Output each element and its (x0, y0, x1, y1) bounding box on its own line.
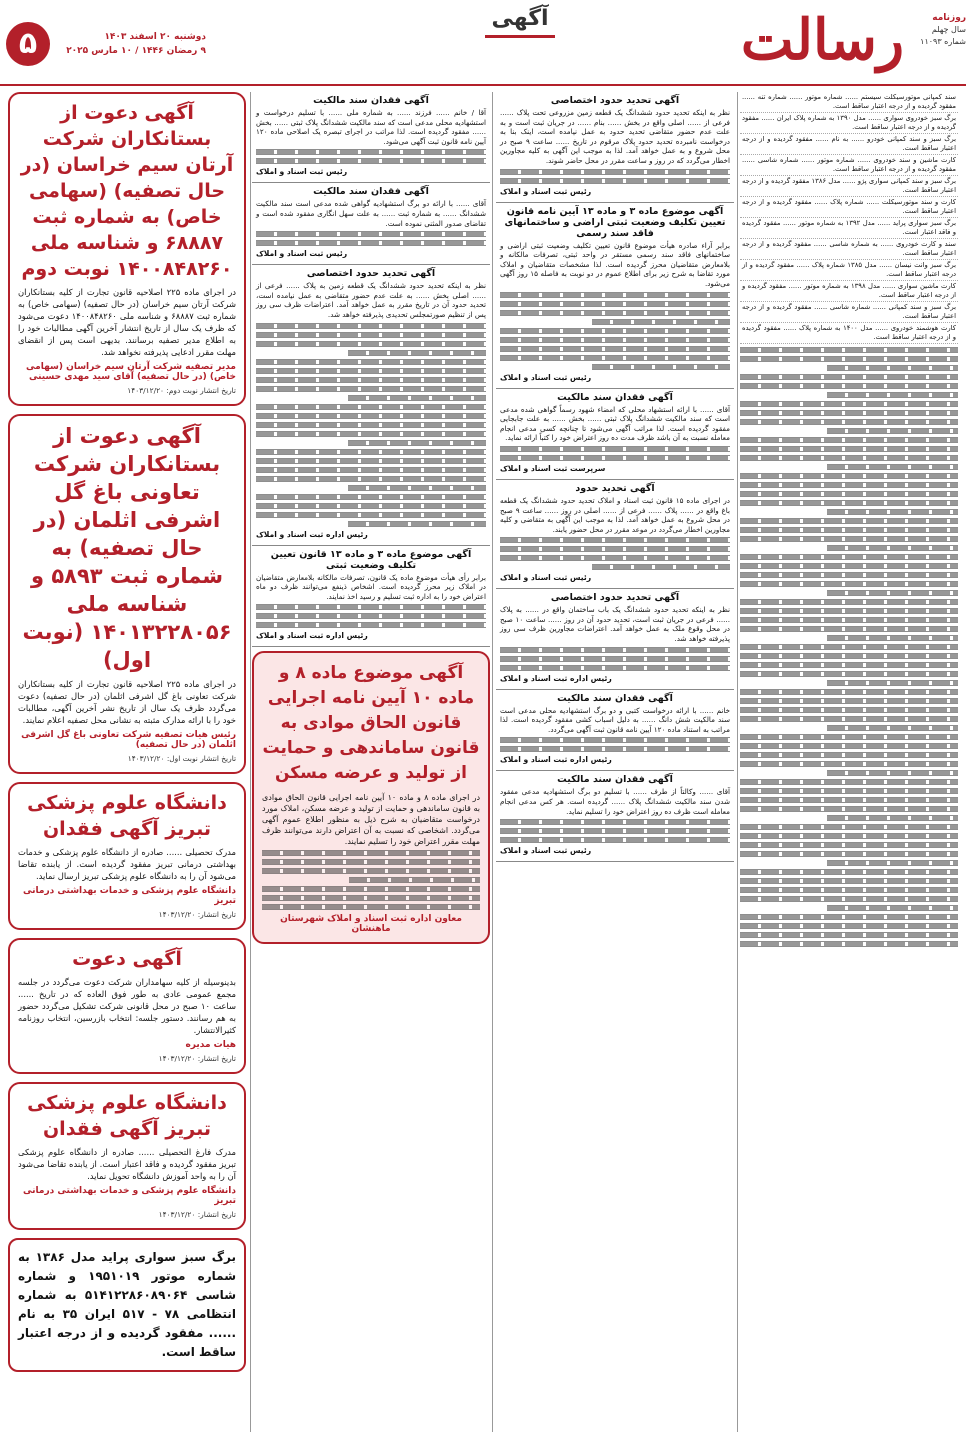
text-filler (256, 404, 486, 410)
text-filler (740, 716, 958, 722)
column-boxed-ads (8, 92, 246, 1432)
newspaper-logo: رسالت (740, 7, 904, 73)
feature-signature: معاون اداره ثبت اسناد و املاک شهرستان ماهنشان (280, 914, 462, 935)
text-filler (827, 509, 958, 515)
notice-text: آقای ...... با ارائه دو برگ استشهادیه گواهی شده مدعی است سند مالکیت ششدانگ ...... به شماره ثبت ...... به علت سهل انگاری مفقود شده است و تقاضای صدور المثنی نموده است. (256, 199, 486, 228)
vehicle-ad: سند کمپانی موتورسیکلت سیستم ...... شماره موتور ...... شماره تنه ...... مفقود گردیده و از درجه اعتبار ساقط است. (740, 92, 958, 113)
notice-signature: رئیس ثبت اسناد و املاک (256, 249, 348, 259)
box-title: آگهی دعوت از بستانکاران شرکت آرتان سیم خراسان (در حال تصفیه) (سهامی خاص) به شماره ثبت ۶۸۸۸۷ و شناسه ملی ۱۴۰۰۸۴۸۲۶۰ نوبت دوم (20, 102, 234, 280)
page-header (0, 0, 966, 86)
text-filler (500, 819, 730, 825)
box-signature: رئیس هیات تصفیه شرکت تعاونی باغ گل اشرفی اثلمان (در حال تصفیه) (21, 730, 236, 750)
notice-text: نظر به اینکه تحدید حدود ششدانگ یک قطعه زمین مزروعی تحت پلاک ...... فرعی از ...... اصلی واقع در بخش ...... بنام ...... در جریان ثبت است و به علت عدم حضور متقاضی تحدید حدود به عمل نیامده است، اینک بنا به درخواست نامبرده تحدید حدود پلاک مرقوم در تاریخ ...... ساعت ۹ صبح در محل شروع و به عمل خواهد آمد. لذا به موجب این آگهی به کلیه مجاورین اخطار می‌گردد که در روز و ساعت مقرر در محل حاضر شوند. (500, 108, 731, 165)
text-filler (256, 449, 486, 455)
text-filler (827, 545, 958, 551)
text-filler (256, 503, 486, 509)
text-filler (500, 665, 730, 671)
text-filler (740, 563, 958, 569)
text-filler (256, 622, 486, 628)
text-filler (500, 837, 730, 843)
text-filler (740, 356, 958, 362)
notice-title: آگهی فقدان سند مالکیت (313, 186, 429, 198)
text-filler (827, 860, 958, 866)
text-filler (256, 413, 486, 419)
notice (496, 203, 734, 389)
text-filler (592, 319, 730, 325)
text-filler (740, 554, 958, 560)
notice-title: آگهی فقدان سند مالکیت (557, 391, 673, 403)
text-filler (500, 455, 730, 461)
text-filler (256, 467, 486, 473)
vehicle-ad: کارت هوشمند خودروی ...... مدل ۱۴۰۰ به شماره پلاک ...... مفقود گردیده و از درجه اعتبار ساقط است. (740, 323, 958, 344)
masthead (681, 2, 966, 82)
text-filler (500, 169, 730, 175)
vehicle-ad: کارت ماشین سواری ...... مدل ۱۳۹۸ به شماره موتور ...... مفقود گردیده و از درجه اعتبار ساقط است. (740, 281, 958, 302)
box-title: دانشگاه علوم پزشکی تبریز آگهی فقدان (27, 1092, 227, 1140)
text-filler (348, 395, 486, 401)
section-title-underline (485, 35, 555, 38)
text-filler (740, 617, 958, 623)
text-filler (740, 842, 958, 848)
text-filler (500, 337, 730, 343)
date-line-2: ۹ رمضان ۱۴۴۶ / ۱۰ مارس ۲۰۲۵ (66, 46, 206, 56)
vehicle-ad: برگ سبز سواری پراید ...... مدل ۱۳۹۲ به شماره موتور ...... مفقود گردیده و فاقد اعتبار است. (740, 218, 958, 239)
box-body: مدرک فارغ التحصیلی ...... صادره از دانشگاه علوم پزشکی تبریز مفقود گردیده و فاقد اعتبار است. از یابنده تقاضا می‌شود آن را به واحد آموزش دانشگاه تحویل نماید. (18, 1147, 236, 1181)
text-filler (740, 698, 958, 704)
text-filler (827, 815, 958, 821)
ad-box (8, 1082, 246, 1230)
text-filler (256, 386, 486, 392)
box-signature: دانشگاه علوم پزشکی و خدمات بهداشتی درمانی تبریز (23, 1186, 236, 1206)
notice (252, 265, 490, 545)
text-filler (827, 590, 958, 596)
notice-title: آگهی فقدان سند مالکیت (557, 692, 673, 704)
notice-title: آگهی فقدان سند مالکیت (313, 95, 429, 106)
text-filler (740, 824, 958, 830)
vehicle-ad: کارت و سند موتورسیکلت ...... شماره پلاک ...... مفقود گردیده و از درجه اعتبار ساقط است. (740, 197, 958, 218)
notice-text: نظر به اینکه تحدید حدود ششدانگ یک قطعه زمین به پلاک ...... فرعی از ...... اصلی بخش ...... به علت عدم حضور متقاضی به عمل نیامده است، تحدید حدود آن در تاریخ مقرر به عمل خواهد آمد. اعتراضات ظرف سی روز پس از تنظیم صورتمجلس تحدیدی پذیرفته خواهد شد. (256, 281, 486, 319)
notice (252, 92, 490, 183)
date-line-1: دوشنبه ۲۰ اسفند ۱۴۰۳ (104, 32, 206, 42)
box-signature: دانشگاه علوم پزشکی و خدمات بهداشتی درمانی تبریز (23, 886, 236, 906)
text-filler (500, 828, 730, 834)
text-filler (740, 572, 958, 578)
text-filler (500, 178, 730, 184)
vehicle-ad: برگ سبز خودروی سواری ...... مدل ۱۳۹۰ به شماره پلاک ایران ...... مفقود گردیده و از درجه اعتبار ساقط است. (740, 113, 958, 134)
text-filler (500, 446, 730, 452)
text-filler (256, 476, 486, 482)
vehicle-ad: کارت ماشین و سند خودروی ...... شماره موتور ...... شماره شاسی ...... مفقود گردیده و از درجه اعتبار ساقط است. (740, 155, 958, 176)
text-filler (256, 149, 486, 155)
text-filler (740, 536, 958, 542)
text-filler (348, 440, 486, 446)
box-body: در اجرای ماده ۲۲۵ اصلاحیه قانون تجارت از کلیه بستانکاران شرکت تعاونی باغ گل اشرفی اثلمان (در حال تصفیه) دعوت می‌گردد ظرف یک سال از تاریخ نشر آخرین آگهی، مطالبات خود را با ارائه مدارک مثبته به نشانی محل تصفیه اعلام نمایند. (18, 679, 236, 725)
text-filler (740, 608, 958, 614)
text-filler (740, 491, 958, 497)
box-dates: تاریخ انتشار: ۱۴۰۳/۱۲/۲۰ (158, 910, 236, 919)
text-filler (740, 869, 958, 875)
text-filler (827, 680, 958, 686)
text-filler (500, 737, 730, 743)
text-filler (256, 458, 486, 464)
text-filler (740, 662, 958, 668)
text-filler (256, 377, 486, 383)
text-filler (740, 500, 958, 506)
notice (496, 389, 734, 480)
column-rule (492, 92, 493, 1432)
text-filler (500, 537, 730, 543)
text-filler (500, 656, 730, 662)
text-filler (256, 323, 486, 329)
notice (252, 183, 490, 265)
box-signature: مدیر تصفیه شرکت آرتان سیم خراسان (سهامی خاص) (در حال تصفیه) آقای سید مهدی حسینی (26, 362, 236, 382)
notice-text: برابر آراء صادره هیأت موضوع قانون تعیین تکلیف وضعیت ثبتی اراضی و ساختمانهای فاقد سند رسمی مستقر در واحد ثبتی، تصرفات مالکانه و بلامعارض متقاضیان محرز گردیده است. لذا مشخصات متقاضیان و املاک مورد تقاضا به شرح زیر برای اطلاع عموم در دو نوبت به فاصله ۱۵ روز آگهی می‌شود. (500, 240, 730, 288)
text-filler (592, 364, 730, 370)
text-filler (740, 941, 958, 947)
text-filler (740, 707, 958, 713)
text-filler (827, 428, 958, 434)
text-filler (740, 779, 958, 785)
notice-title: آگهی موضوع ماده ۳ و ماده ۱۳ قانون تعیین تکلیف وضعیت ثبتی (270, 548, 472, 571)
text-filler (592, 564, 730, 570)
text-filler (740, 671, 958, 677)
text-filler (740, 383, 958, 389)
text-filler (256, 422, 486, 428)
text-filler (740, 743, 958, 749)
text-filler (740, 932, 958, 938)
notice-text: آقای ...... وکالتاً از طرف ...... با تسلیم دو برگ استشهادیه مدعی مفقود شدن سند مالکیت ششدانگ پلاک ...... گردیده است. هر کس مدعی انجام معامله است ظرف ده روز اعتراض خود را تسلیم نماید. (500, 787, 730, 816)
text-filler (500, 310, 730, 316)
text-filler (740, 653, 958, 659)
text-filler (740, 527, 958, 533)
text-filler (348, 485, 486, 491)
vehicle-ad: سند و کارت خودروی ...... به شماره شاسی ...... مفقود گردیده و از درجه اعتبار ساقط است. (740, 239, 958, 260)
notice-signature: سرپرست ثبت اسناد و املاک (500, 463, 606, 473)
meta-line-3: شماره ۱۱۰۹۳ (920, 37, 966, 46)
text-filler (827, 770, 958, 776)
text-filler (262, 904, 480, 910)
text-filler (740, 410, 958, 416)
vehicle-ad: برگ سبز و سند کمپانی سواری پژو ...... مدل ۱۳۸۶ مفقود گردیده و از درجه اعتبار ساقط است. (740, 176, 958, 197)
notice-text: آقای ...... با ارائه استشهاد محلی که امضاء شهود رسماً گواهی شده مدعی است که سند مالکیت ششدانگ پلاک ثبتی ...... بخش ...... به علت جابجایی مفقود گردیده است. لذا مراتب آگهی می‌شود تا چنانچه کسی مدعی انجام معامله نسبت به آن باشد ظرف مدت ده روز اعتراض خود را کتباً ارائه نماید. (500, 404, 730, 443)
text-filler (500, 328, 730, 334)
masthead-meta (904, 2, 966, 82)
text-filler (262, 859, 480, 865)
ad-box (8, 938, 246, 1074)
notice-title: آگهی تحدید حدود اختصاصی (550, 592, 680, 604)
text-filler (827, 392, 958, 398)
text-filler (256, 368, 486, 374)
text-filler (500, 346, 730, 352)
text-filler (740, 518, 958, 524)
vehicle-ad: برگ سبز و سند کمپانی ...... شماره شاسی ...... مفقود گردیده و از درجه اعتبار ساقط است. (740, 302, 958, 323)
box-body: بدینوسیله از کلیه سهامداران شرکت دعوت می‌گردد در جلسه مجمع عمومی عادی به طور فوق العاده که در تاریخ ...... ساعت ۱۰ صبح در محل قانونی شرکت تشکیل می‌گردد حضور به هم رسانند. دستور جلسه: انتخاب بازرسین، انتخاب روزنامه کثیرالانتشار. (18, 977, 236, 1035)
text-filler (500, 647, 730, 653)
text-filler (500, 546, 730, 552)
feature-notice-box (252, 651, 490, 944)
date-block (56, 30, 206, 58)
text-filler (256, 431, 486, 437)
text-filler (500, 301, 730, 307)
column-rule (250, 92, 251, 1432)
box-dates: تاریخ انتشار نوبت اول: ۱۴۰۳/۱۲/۲۰ (127, 754, 236, 763)
text-filler (262, 850, 480, 856)
box-body: مدرک تحصیلی ...... صادره از دانشگاه علوم پزشکی و خدمات بهداشتی درمانی تبریز مفقود گردیده است. از یابنده تقاضا می‌شود آن را به دانشگاه علوم پزشکی تبریز ارسال نماید. (18, 847, 236, 881)
text-filler (740, 482, 958, 488)
text-filler (740, 761, 958, 767)
text-filler (740, 374, 958, 380)
box-dates: تاریخ انتشار: ۱۴۰۳/۱۲/۲۰ (158, 1054, 236, 1063)
notice-title: آگهی تحدید حدود (575, 482, 655, 494)
text-filler (256, 341, 486, 347)
text-filler (500, 746, 730, 752)
notice (496, 92, 734, 203)
text-filler (740, 419, 958, 425)
text-filler (740, 887, 958, 893)
notice-signature: رئیس ثبت اسناد و املاک (500, 573, 592, 583)
column-registry-notices-b (252, 92, 490, 1432)
text-filler (740, 914, 958, 920)
text-filler (740, 734, 958, 740)
text-filler (740, 923, 958, 929)
notice-signature: رئیس اداره ثبت اسناد و املاک (256, 631, 368, 641)
text-filler (262, 868, 480, 874)
notice (496, 480, 734, 589)
text-filler (256, 613, 486, 619)
vehicle-ad: برگ سبز وانت نیسان ...... مدل ۱۳۸۵ شماره پلاک ...... مفقود گردیده و از درجه اعتبار ساقط است. (740, 260, 958, 281)
text-filler (256, 512, 486, 518)
column-rule (737, 92, 738, 1432)
text-filler (256, 240, 486, 246)
notice-text: آقا / خانم ...... فرزند ...... به شماره ملی ...... با تسلیم درخواست و استشهادیه محلی مدعی است که سند مالکیت ششدانگ پلاک ثبتی ...... بخش ...... مفقود گردیده است. لذا مراتب در اجرای تبصره یک اصلاحی ماده ۱۲۰ آیین نامه قانون ثبت آگهی می‌شود. (256, 108, 486, 146)
text-filler (740, 581, 958, 587)
text-filler (740, 644, 958, 650)
text-filler (500, 355, 730, 361)
notice-signature: رئیس اداره ثبت اسناد و املاک (256, 529, 368, 539)
notice-signature: رئیس ثبت اسناد و املاک (256, 167, 348, 177)
notice (252, 546, 490, 648)
vehicle-ad: برگ سبز و سند کمپانی خودرو ...... به نام ...... مفقود گردیده و از درجه اعتبار ساقط است. (740, 134, 958, 155)
notice-text: در اجرای ماده ۱۵ قانون ثبت اسناد و املاک تحدید حدود ششدانگ یک قطعه باغ واقع در ...... پلاک ...... فرعی از ...... اصلی در روز ...... ساعت ۹ صبح در محل شروع به عمل خواهد آمد. لذا به موجب این آگهی به متقاضی و کلیه مجاورین اخطار می‌گردد در موعد مقرر در محل حضور یابند. (500, 495, 730, 534)
notice-text: برابر رأی هیأت موضوع ماده یک قانون، تصرفات مالکانه بلامعارض متقاضیان در املاک زیر محرز گردیده است. اشخاص ذینفع می‌توانند ظرف دو ماه اعتراض خود را به اداره ثبت تسلیم و رسید اخذ نمایند. (256, 572, 486, 601)
text-filler (740, 851, 958, 857)
text-filler (349, 877, 480, 883)
notice-text: خانم ...... با ارائه درخواست کتبی و دو برگ استشهادیه محلی مدعی است سند مالکیت شش دانگ ...... به دلیل اسباب کشی مفقود گردیده است. لذا مراتب به استناد ماده ۱۲۰ آیین نامه قانون ثبت آگهی می‌گردد. (500, 705, 730, 734)
page-number-badge: ۵ (6, 22, 50, 66)
ad-box (8, 92, 246, 406)
box-title: آگهی دعوت از بستانکاران شرکت تعاونی باغ گل اشرفی اثلمان (در حال تصفیه) به شماره ثبت ۵۸۹۳ و شناسه ملی ۱۴۰۱۳۲۲۸۰۵۶ (نوبت اول) (22, 424, 232, 672)
text-filler (500, 555, 730, 561)
section-title (470, 6, 570, 38)
column-registry-notices-a (496, 92, 734, 1432)
text-filler (740, 896, 958, 902)
text-filler (256, 494, 486, 500)
text-filler (256, 359, 486, 365)
text-filler (740, 437, 958, 443)
text-filler (740, 401, 958, 407)
text-filler (262, 886, 480, 892)
text-filler (827, 464, 958, 470)
notice (496, 589, 734, 689)
notice-title: آگهی موضوع ماده ۳ و ماده ۱۳ آیین نامه قانون تعیین تکلیف وضعیت ثبتی اراضی و ساختمانهای فاقد سند رسمی (504, 205, 726, 239)
text-filler (827, 905, 958, 911)
section-title-text: آگهی (491, 6, 549, 31)
text-filler (827, 635, 958, 641)
text-filler (348, 350, 486, 356)
notice-signature: رئیس ثبت اسناد و املاک (500, 846, 592, 856)
text-filler (740, 689, 958, 695)
text-filler (827, 365, 958, 371)
text-filler (500, 292, 730, 298)
text-filler (256, 332, 486, 338)
box-signature: هیات مدیره (185, 1040, 236, 1050)
text-filler (256, 604, 486, 610)
notice-signature: رئیس ثبت اسناد و املاک (500, 372, 592, 382)
text-filler (740, 833, 958, 839)
notice-title: آگهی تحدید حدود اختصاصی (550, 95, 680, 106)
meta-line-1: روزنامه (932, 13, 966, 23)
notice-signature: رئیس ثبت اسناد و املاک (500, 186, 592, 196)
text-filler (740, 599, 958, 605)
notice-signature: رئیس اداره ثبت اسناد و املاک (500, 755, 612, 765)
box-title: آگهی دعوت (72, 948, 182, 970)
ad-box (8, 414, 246, 774)
text-filler (348, 521, 486, 527)
notice-title: آگهی تحدید حدود اختصاصی (306, 268, 436, 280)
text-filler (740, 878, 958, 884)
lost-plate-ad: برگ سبز سواری پراید مدل ۱۳۸۶ به شماره موتور ۱۹۵۱۰۱۹ و شماره شاسی ۵۱۴۱۲۲۸۶۰۸۹۰۶۴ به شماره انتظامی ۷۸ - ۵۱۷ ایران ۳۵ به نام ...... مفقود گردیده و از درجه اعتبار ساقط است. (8, 1238, 246, 1372)
box-title: دانشگاه علوم پزشکی تبریز آگهی فقدان (27, 792, 227, 840)
text-filler (740, 806, 958, 812)
column-vehicle-classifieds (740, 92, 958, 1432)
text-filler (740, 455, 958, 461)
notice (496, 690, 734, 772)
notice-text: نظر به اینکه تحدید حدود ششدانگ یک باب ساختمان واقع در ...... به پلاک ...... فرعی در جریان ثبت است، تحدید حدود آن در روز ...... ساعت ۱۰ صبح در محل وقوع ملک به عمل خواهد آمد. اعتراضات مجاورین ظرف سی روز پذیرفته خواهد شد. (500, 605, 730, 644)
text-filler (740, 797, 958, 803)
notice-signature: رئیس اداره ثبت اسناد و املاک (500, 673, 612, 683)
text-filler (740, 788, 958, 794)
text-filler (256, 158, 486, 164)
text-filler (256, 231, 486, 237)
text-filler (262, 895, 480, 901)
text-filler (827, 725, 958, 731)
text-filler (740, 473, 958, 479)
notice-title: آگهی فقدان سند مالکیت (557, 774, 673, 786)
box-dates: تاریخ انتشار: ۱۴۰۳/۱۲/۲۰ (158, 1210, 236, 1219)
text-filler (740, 347, 958, 353)
text-filler (740, 626, 958, 632)
box-body: در اجرای ماده ۲۲۵ اصلاحیه قانون تجارت از کلیه بستانکاران شرکت آرتان سیم خراسان (در حال تصفیه) (سهامی خاص) به شماره ثبت ۶۸۸۸۷ و شناسه ملی ۱۴۰۰۸۴۸۲۶۰ دعوت می‌شود که ظرف یک سال از تاریخ انتشار آخرین آگهی مطالبات خود را به اطلاع مدیر تصفیه برسانند. بدیهی است پس از انقضای مهلت مقرر ادعایی پذیرفته نخواهد شد. (18, 287, 236, 357)
notice (496, 771, 734, 862)
ad-box (8, 782, 246, 930)
text-filler (740, 752, 958, 758)
feature-body: در اجرای ماده ۸ و ماده ۱۰ آیین نامه اجرایی قانون الحاق موادی به قانون ساماندهی و حمایت از تولید و عرضه مسکن، املاک مورد درخواست متقاضیان به شرح ذیل به منظور اطلاع عموم آگهی می‌گردد. اشخاصی که نسبت به آن اعتراض دارند می‌توانند ظرف مهلت مقرر اعتراض خود را تسلیم نمایند. (262, 793, 481, 847)
text-filler (740, 446, 958, 452)
box-dates: تاریخ انتشار نوبت دوم: ۱۴۰۳/۱۲/۲۰ (127, 386, 236, 395)
feature-title: آگهی موضوع ماده ۸ و ماده ۱۰ آیین نامه اجرایی قانون الحاق موادی به قانون ساماندهی و حمایت از تولید و عرضه مسکن (262, 663, 480, 784)
meta-line-2: سال چهلم (931, 25, 966, 34)
